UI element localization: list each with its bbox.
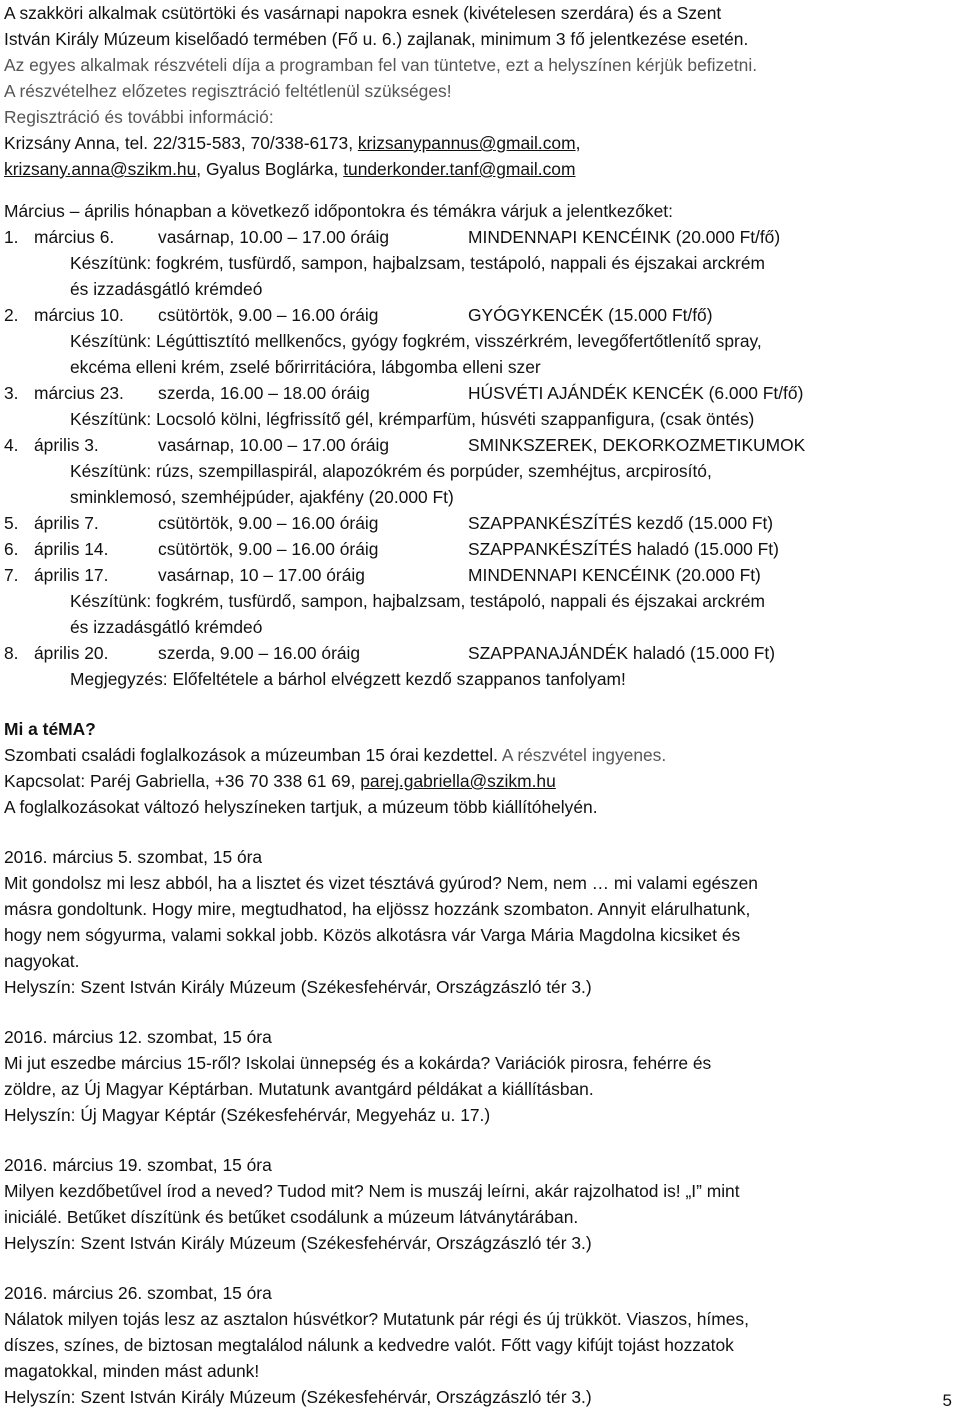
schedule-title: SMINKSZEREK, DEKORKOZMETIKUMOK — [468, 435, 806, 455]
schedule-title: SZAPPANAJÁNDÉK haladó (15.000 Ft) — [468, 643, 776, 663]
schedule-number: 4. — [4, 435, 19, 455]
page-number: 5 — [942, 1391, 952, 1410]
event-description: hogy nem sógyurma, valami sokkal jobb. Közös alkotásra vár Varga Mária Magdolna kicsiket és — [4, 925, 741, 945]
schedule-number: 7. — [4, 565, 19, 585]
schedule-item-description: Készítünk: Légúttisztító mellkenőcs, gyógy fogkrém, visszérkrém, levegőfertőtlenítő spray, — [70, 331, 762, 351]
tema-email-link[interactable]: parej.gabriella@szikm.hu — [360, 771, 556, 791]
schedule-list — [4, 224, 954, 692]
schedule-date: március 10. — [34, 305, 124, 325]
schedule-date: április 20. — [34, 643, 109, 663]
schedule-item-description: Készítünk: Locsoló kölni, légfrissítő gél, krémparfüm, húsvéti szappanfigura, (csak öntés) — [70, 409, 755, 429]
event-date: 2016. március 5. szombat, 15 óra — [4, 847, 263, 867]
schedule-number: 6. — [4, 539, 19, 559]
schedule-number: 3. — [4, 383, 19, 403]
intro-line-3: Az egyes alkalmak részvételi díja a programban fel van tüntetve, ezt a helyszínen kérjük befizetni. — [4, 55, 758, 75]
schedule-section — [4, 198, 954, 692]
schedule-item — [4, 510, 954, 536]
schedule-item-description: és izzadásgátló krémdeó — [70, 279, 263, 299]
schedule-item-description: Megjegyzés: Előfeltétele a bárhol elvégzett kezdő szappanos tanfolyam! — [70, 669, 626, 689]
event-block — [4, 844, 954, 1000]
event-block — [4, 1280, 954, 1410]
intro-line-1: A szakköri alkalmak csütörtöki és vasárnapi napokra esnek (kivételesen szerdára) és a Szent — [4, 3, 722, 23]
schedule-time: vasárnap, 10 – 17.00 óráig — [158, 565, 365, 585]
intro-line-2: István Király Múzeum kiselőadó termében (Fő u. 6.) zajlanak, minimum 3 fő jelentkezése esetén. — [4, 29, 749, 49]
event-date: 2016. március 26. szombat, 15 óra — [4, 1283, 272, 1303]
schedule-item-description: Készítünk: fogkrém, tusfürdő, sampon, hajbalzsam, testápoló, nappali és éjszakai arckrém — [70, 253, 765, 273]
intro-line-4: A részvételhez előzetes regisztráció feltétlenül szükséges! — [4, 81, 452, 101]
schedule-time: csütörtök, 9.00 – 16.00 óráig — [158, 513, 379, 533]
event-place: Helyszín: Szent István Király Múzeum (Székesfehérvár, Országzászló tér 3.) — [4, 1233, 592, 1253]
schedule-item-description: ekcéma elleni krém, zselé bőrirritációra, lábgomba elleni szer — [70, 357, 541, 377]
schedule-item-header — [4, 302, 954, 328]
schedule-date: április 3. — [34, 435, 99, 455]
schedule-number: 8. — [4, 643, 19, 663]
schedule-title: GYÓGYKENCÉK (15.000 Ft/fő) — [468, 305, 713, 325]
event-description: Mit gondolsz mi lesz abból, ha a lisztet és vizet tésztává gyúrod? Nem, nem … mi valami egészen — [4, 873, 758, 893]
event-description: Nálatok milyen tojás lesz az asztalon húsvétkor? Mutatunk pár régi és új trükköt. Viaszos, hímes, — [4, 1309, 749, 1329]
schedule-item — [4, 302, 954, 380]
email-link-2[interactable]: krizsany.anna@szikm.hu — [4, 159, 197, 179]
comma: , — [575, 133, 581, 153]
schedule-item-header — [4, 562, 954, 588]
contact-line-1 — [4, 130, 954, 156]
schedule-item — [4, 380, 954, 432]
schedule-date: április 14. — [34, 539, 109, 559]
schedule-date: március 23. — [34, 383, 124, 403]
contact-mid-text: , Gyalus Boglárka, — [196, 159, 344, 179]
registration-label: Regisztráció és további információ: — [4, 107, 274, 127]
schedule-item-header — [4, 510, 954, 536]
intro-section — [4, 0, 954, 182]
event-date: 2016. március 19. szombat, 15 óra — [4, 1155, 272, 1175]
tema-text: Szombati családi foglalkozások a múzeumban 15 órai kezdettel. — [4, 745, 498, 765]
schedule-item — [4, 432, 954, 510]
schedule-item — [4, 640, 954, 692]
schedule-item-description: sminklemosó, szemhéjpúder, ajakfény (20.000 Ft) — [70, 487, 454, 507]
schedule-heading: Március – április hónapban a következő időpontokra és témákra várjuk a jelentkezőket: — [4, 201, 673, 221]
schedule-title: SZAPPANKÉSZÍTÉS kezdő (15.000 Ft) — [468, 513, 774, 533]
schedule-number: 1. — [4, 227, 19, 247]
schedule-time: csütörtök, 9.00 – 16.00 óráig — [158, 539, 379, 559]
schedule-item-header — [4, 536, 954, 562]
schedule-number: 2. — [4, 305, 19, 325]
schedule-item-description: Készítünk: fogkrém, tusfürdő, sampon, hajbalzsam, testápoló, nappali és éjszakai arckrém — [70, 591, 765, 611]
tema-line-3: A foglalkozásokat változó helyszíneken tartjuk, a múzeum több kiállítóhelyén. — [4, 797, 598, 817]
schedule-item-header — [4, 640, 954, 666]
contact-line-2 — [4, 156, 954, 182]
tema-free-text: A részvétel ingyenes. — [497, 745, 667, 765]
schedule-date: március 6. — [34, 227, 115, 247]
event-date: 2016. március 12. szombat, 15 óra — [4, 1027, 272, 1047]
event-block — [4, 1152, 954, 1256]
schedule-time: csütörtök, 9.00 – 16.00 óráig — [158, 305, 379, 325]
schedule-item — [4, 224, 954, 302]
event-place: Helyszín: Új Magyar Képtár (Székesfehérvár, Megyeház u. 17.) — [4, 1105, 491, 1125]
schedule-title: HÚSVÉTI AJÁNDÉK KENCÉK (6.000 Ft/fő) — [468, 383, 804, 403]
tema-section — [4, 716, 954, 820]
event-description: másra gondoltunk. Hogy mire, megtudhatod, ha eljössz hozzánk szombaton. Annyit elárulhatunk, — [4, 899, 751, 919]
email-link-3[interactable]: tunderkonder.tanf@gmail.com — [343, 159, 576, 179]
tema-contact-text: Kapcsolat: Paréj Gabriella, +36 70 338 61 69, — [4, 771, 361, 791]
schedule-title: SZAPPANKÉSZÍTÉS haladó (15.000 Ft) — [468, 539, 779, 559]
event-block — [4, 1024, 954, 1128]
schedule-date: április 17. — [34, 565, 109, 585]
tema-contact — [4, 768, 954, 794]
schedule-item — [4, 562, 954, 640]
contact-text: Krizsány Anna, tel. 22/315-583, 70/338-6173, — [4, 133, 358, 153]
event-description: zöldre, az Új Magyar Képtárban. Mutatunk avantgárd példákat a kiállításban. — [4, 1079, 594, 1099]
tema-heading: Mi a téMA? — [4, 719, 96, 739]
schedule-time: vasárnap, 10.00 – 17.00 óráig — [158, 227, 390, 247]
schedule-number: 5. — [4, 513, 19, 533]
event-description: iniciálé. Betűket díszítünk és betűket csodálunk a múzeum látványtárában. — [4, 1207, 579, 1227]
event-description: díszes, színes, de biztosan megtalálod nálunk a kedvedre valót. Főtt vagy kifújt tojást hozzatok — [4, 1335, 734, 1355]
schedule-date: április 7. — [34, 513, 99, 533]
schedule-item-description: és izzadásgátló krémdeó — [70, 617, 263, 637]
event-description: magatokkal, minden mást adunk! — [4, 1361, 260, 1381]
schedule-item — [4, 536, 954, 562]
event-place: Helyszín: Szent István Király Múzeum (Székesfehérvár, Országzászló tér 3.) — [4, 1387, 592, 1407]
tema-line-1 — [4, 742, 954, 768]
schedule-item-description: Készítünk: rúzs, szempillaspirál, alapozókrém és porpúder, szemhéjtus, arcpirosító, — [70, 461, 712, 481]
email-link-1[interactable]: krizsanypannus@gmail.com — [357, 133, 576, 153]
document-page — [4, 0, 954, 1410]
event-description: nagyokat. — [4, 951, 80, 971]
schedule-item-header — [4, 224, 954, 250]
schedule-title: MINDENNAPI KENCÉINK (20.000 Ft) — [468, 565, 761, 585]
schedule-time: szerda, 9.00 – 16.00 óráig — [158, 643, 361, 663]
events-list — [4, 820, 954, 1410]
event-place: Helyszín: Szent István Király Múzeum (Székesfehérvár, Országzászló tér 3.) — [4, 977, 592, 997]
schedule-item-header — [4, 380, 954, 406]
event-description: Mi jut eszedbe március 15-ről? Iskolai ünnepség és a kokárda? Variációk pirosra, fehérre és — [4, 1053, 712, 1073]
schedule-time: szerda, 16.00 – 18.00 óráig — [158, 383, 370, 403]
schedule-time: vasárnap, 10.00 – 17.00 óráig — [158, 435, 390, 455]
event-description: Milyen kezdőbetűvel írod a neved? Tudod mit? Nem is muszáj leírni, akár rajzolhatod is! „I” mint — [4, 1181, 740, 1201]
schedule-title: MINDENNAPI KENCÉINK (20.000 Ft/fő) — [468, 227, 781, 247]
schedule-item-header — [4, 432, 954, 458]
